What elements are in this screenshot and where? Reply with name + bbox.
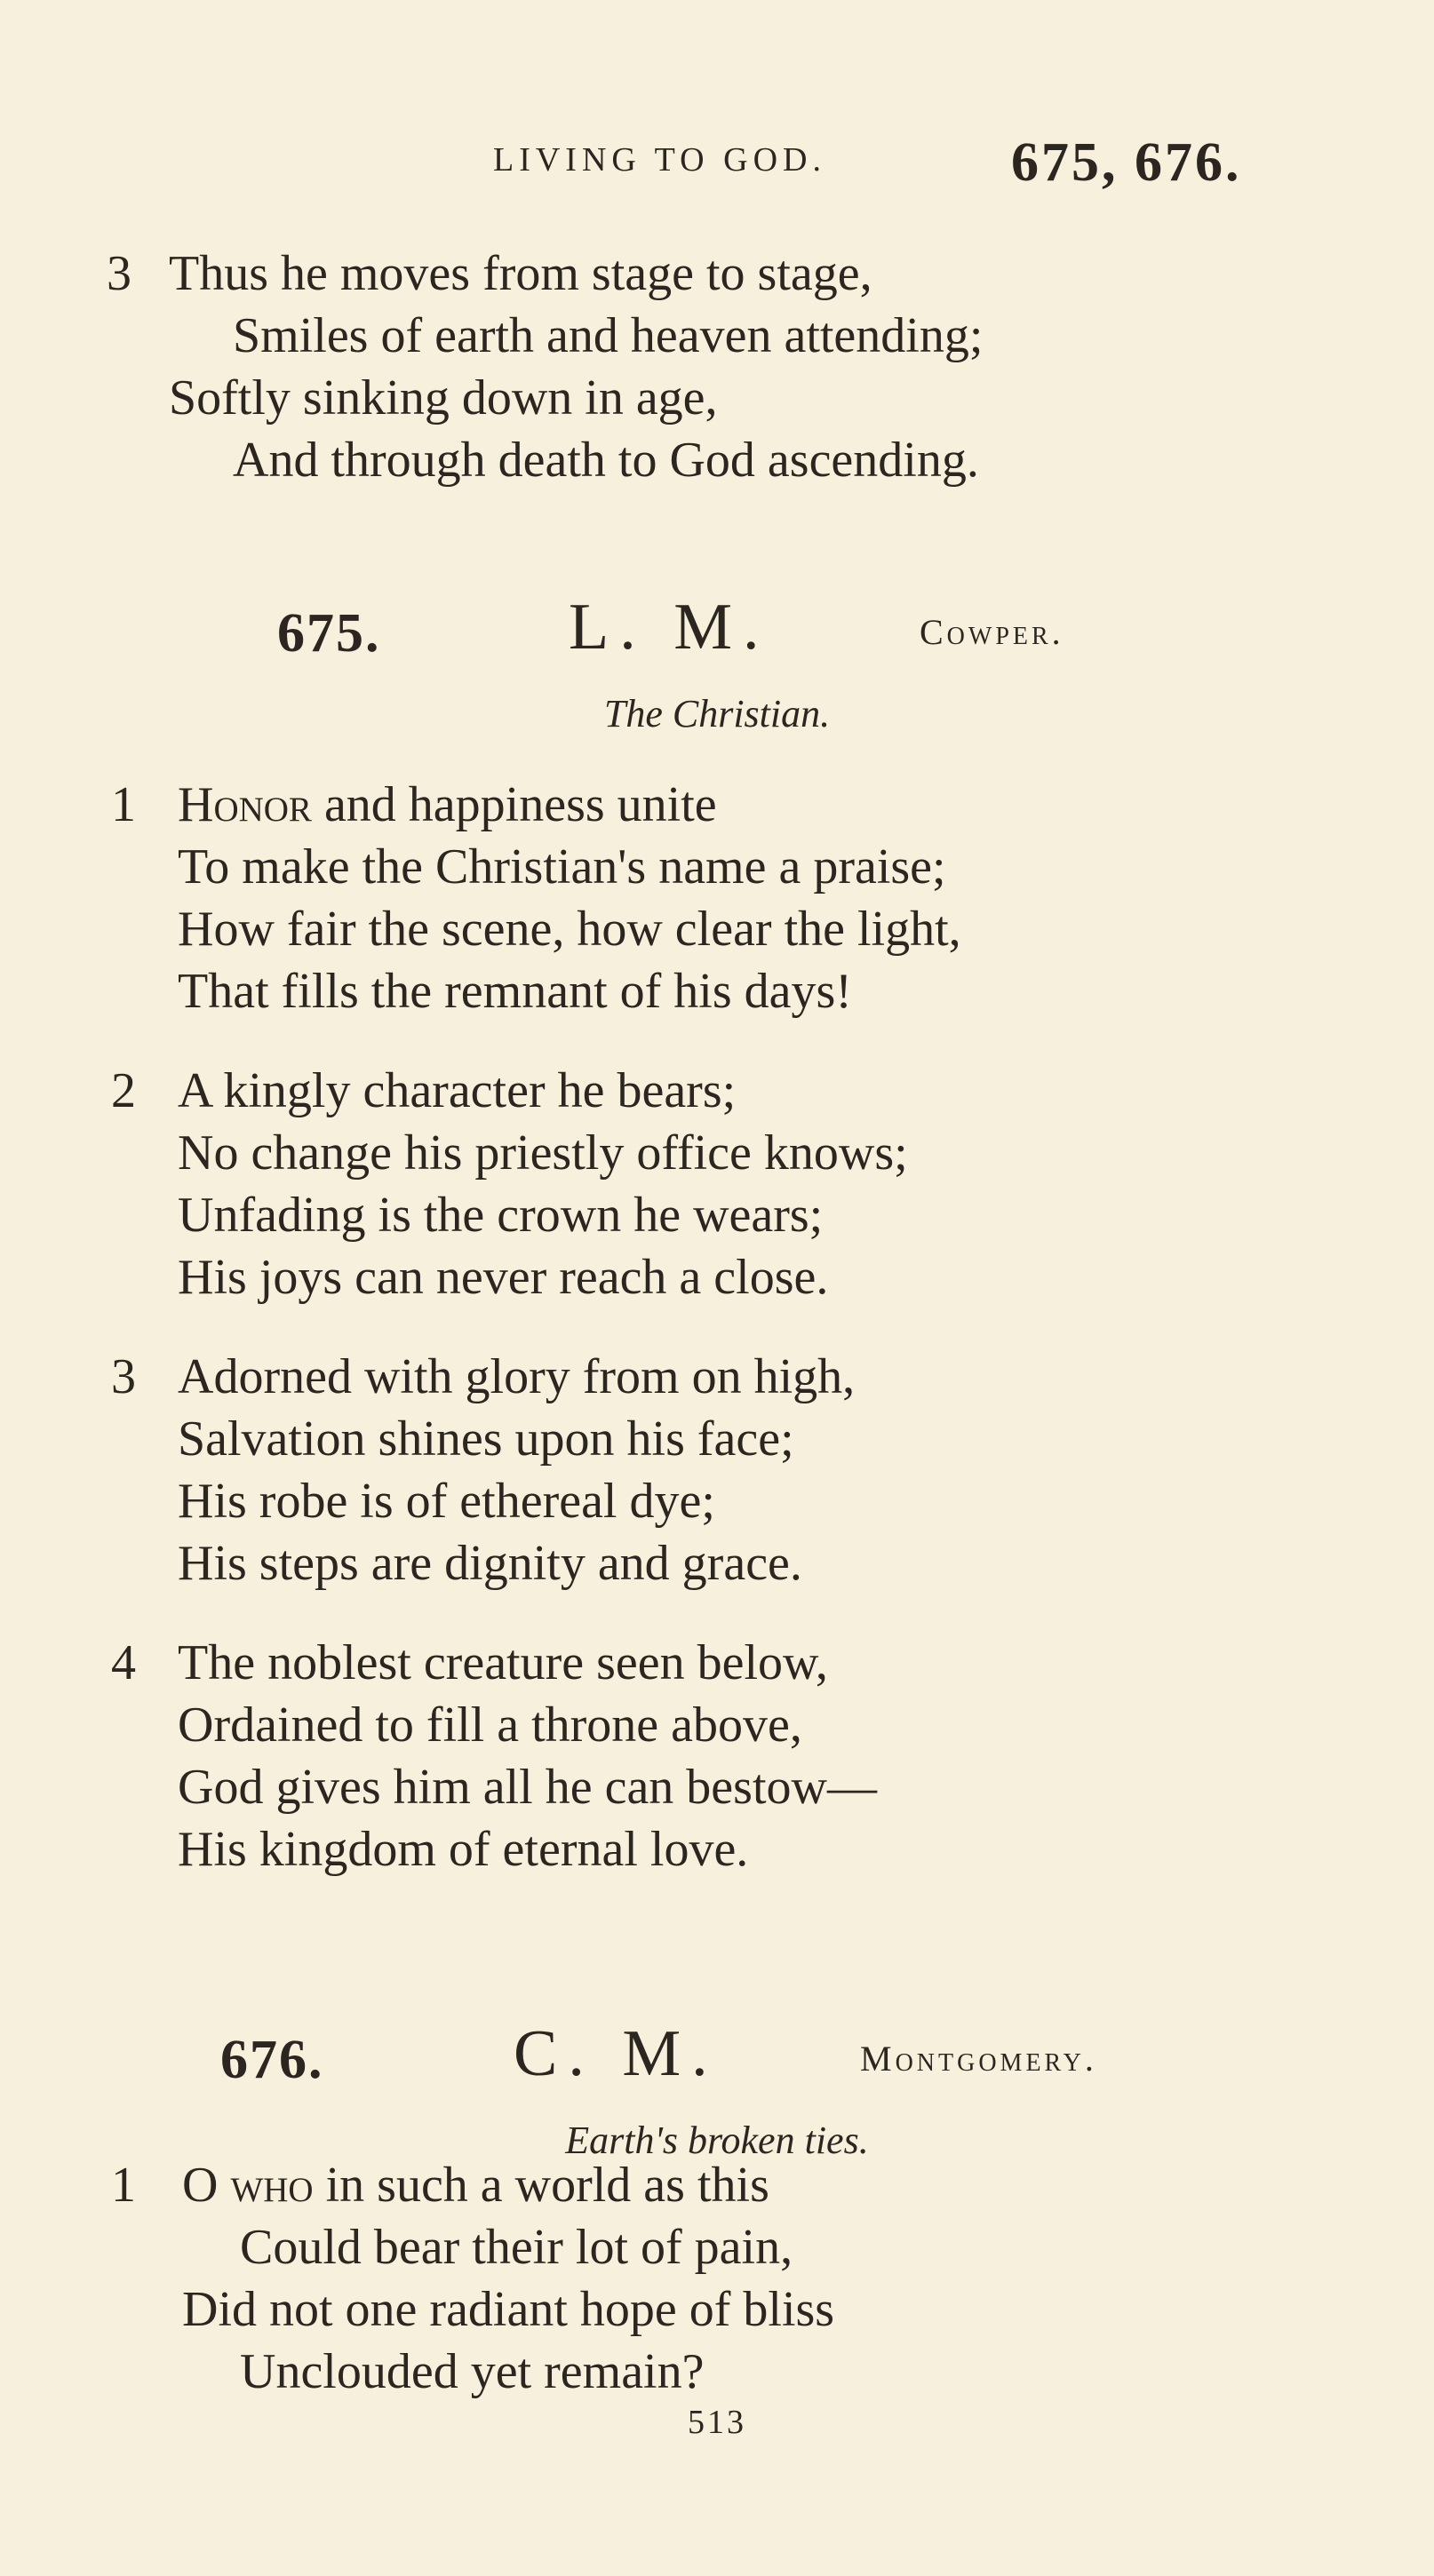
- hymn-subtitle: The Christian.: [603, 692, 831, 735]
- verse-line: Thus he moves from stage to stage,: [169, 246, 872, 301]
- hymn-meter: L. M.: [569, 591, 770, 664]
- verse-line: No change his priestly office knows;: [178, 1125, 908, 1181]
- verse-line: How fair the scene, how clear the light,: [178, 902, 961, 957]
- verse-first-rest: and happiness unite: [311, 777, 717, 832]
- hymn-author: Montgomery.: [860, 2039, 1097, 2079]
- verse-number: 2: [111, 1063, 136, 1118]
- hymn-number: 676.: [220, 2030, 324, 2090]
- verse-number: 1: [111, 2158, 136, 2213]
- running-head-title: LIVING TO GOD.: [493, 141, 826, 179]
- verse-line: Unclouded yet remain?: [240, 2344, 705, 2399]
- verse-line: That fills the remnant of his days!: [178, 964, 852, 1019]
- running-head: [0, 131, 1434, 203]
- verse-line: His joys can never reach a close.: [178, 1250, 829, 1305]
- verse-line: Could bear their lot of pain,: [240, 2220, 793, 2275]
- hymn-author: Cowper.: [920, 612, 1064, 652]
- verse-line: A kingly character he bears;: [178, 1063, 737, 1118]
- verse-line: Softly sinking down in age,: [169, 370, 718, 425]
- hymn-meter: C. M.: [514, 2017, 719, 2090]
- verse-line: Salvation shines upon his face;: [178, 1411, 794, 1467]
- verse-line: God gives him all he can bestow—: [178, 1760, 877, 1815]
- verse-line: Unfading is the crown he wears;: [178, 1188, 824, 1243]
- verse-number: 1: [111, 777, 136, 832]
- verse-line: The noblest creature seen below,: [178, 1635, 828, 1690]
- verse-line: His steps are dignity and grace.: [178, 1536, 802, 1591]
- verse-first-word: Honor: [178, 777, 312, 832]
- verse-line: Did not one radiant hope of bliss: [182, 2282, 835, 2337]
- verse-line: [182, 2157, 769, 2214]
- verse-line: Smiles of earth and heaven attending;: [233, 308, 984, 363]
- running-head-hymn-numbers: 675, 676.: [1011, 132, 1242, 193]
- verse-line: Ordained to fill a throne above,: [178, 1697, 802, 1753]
- verse-number: 3: [107, 246, 131, 301]
- verse-line: Adorned with glory from on high,: [178, 1349, 856, 1404]
- page-number: 513: [688, 2404, 746, 2441]
- verse-line: His robe is of ethereal dye;: [178, 1474, 715, 1529]
- hymn-number: 675.: [277, 603, 381, 664]
- hymn-subtitle: Earth's broken ties.: [565, 2119, 869, 2162]
- verse-line: [178, 776, 717, 833]
- verse-line: His kingdom of eternal love.: [178, 1822, 749, 1877]
- verse-line: And through death to God ascending.: [233, 433, 979, 488]
- hymn-675-header: [0, 591, 1434, 666]
- verse-first-word: O who: [182, 2158, 314, 2213]
- hymn-676-header: [0, 2017, 1434, 2093]
- verse-number: 4: [111, 1635, 136, 1690]
- verse-line: To make the Christian's name a praise;: [178, 839, 946, 894]
- verse-number: 3: [111, 1349, 136, 1404]
- verse-first-rest: in such a world as this: [313, 2158, 769, 2213]
